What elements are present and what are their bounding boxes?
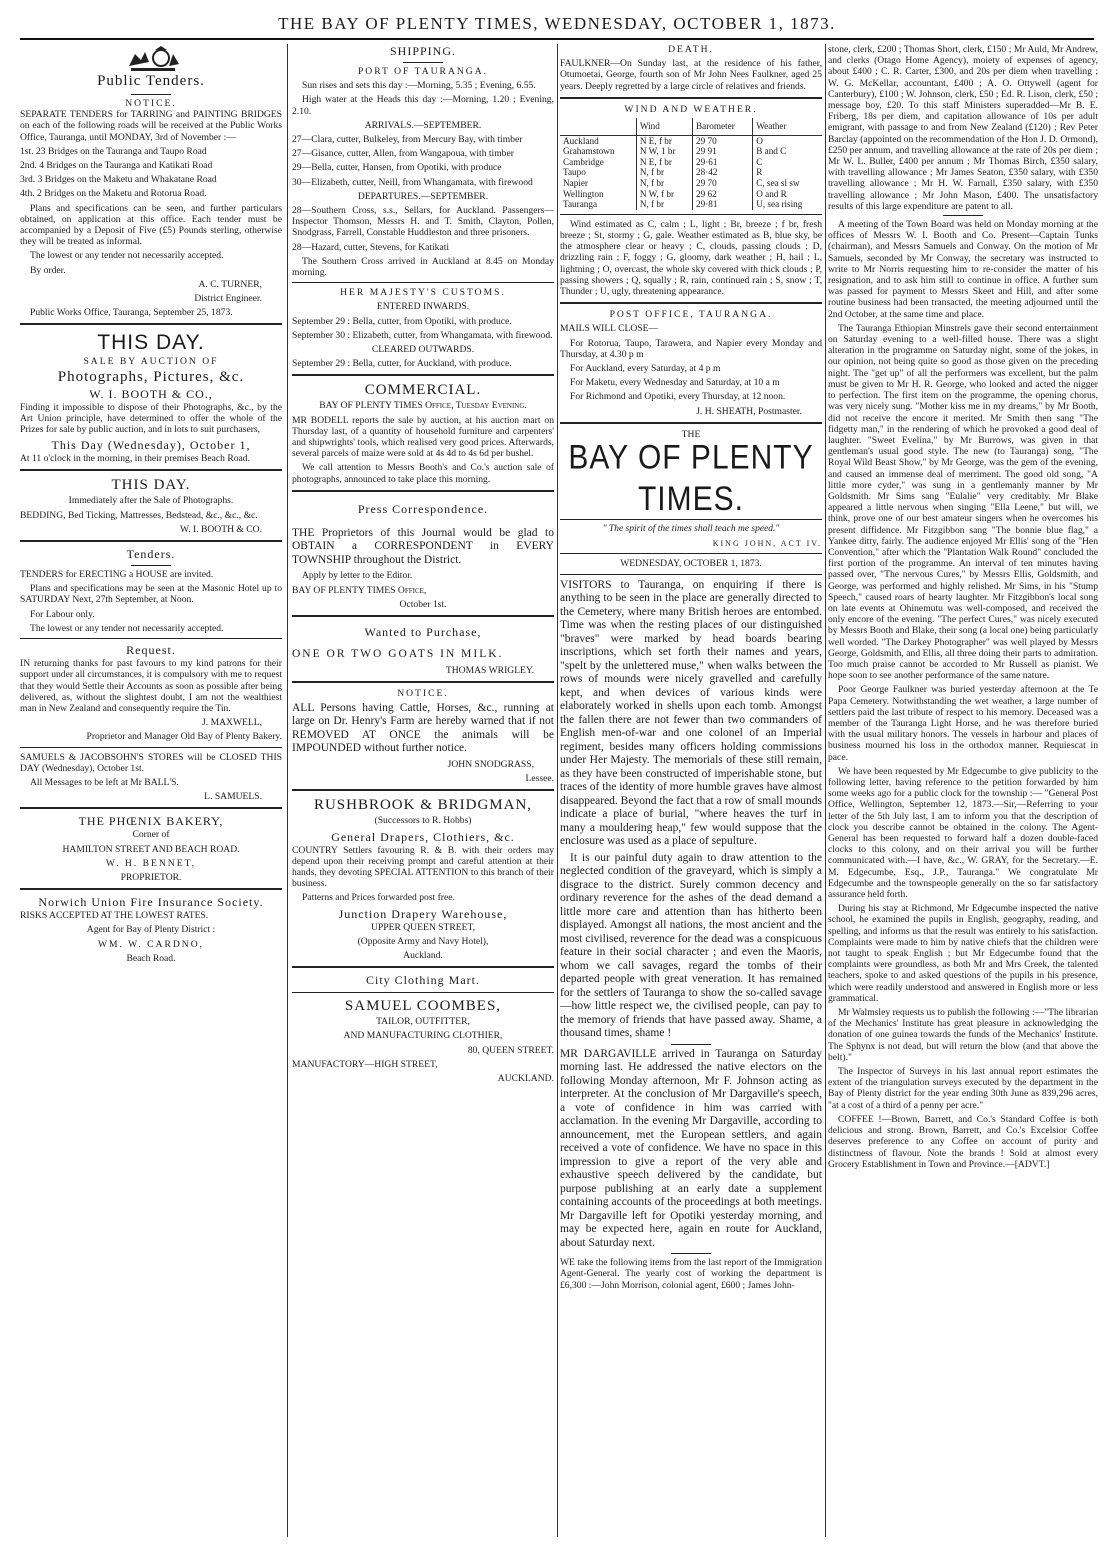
lowest-text-2: The lowest or any tender not necessarily accepted. xyxy=(30,622,224,634)
cardno-name: WM. W. CARDNO, xyxy=(97,938,205,950)
request-heading: Request. xyxy=(126,643,176,658)
post-office-heading: POST OFFICE, TAURANGA. xyxy=(609,309,773,321)
table-row xyxy=(560,199,822,210)
maxwell-title: Proprietor and Manager Old Bay of Plenty Bakery. xyxy=(86,731,282,743)
labour-text: For Labour only. xyxy=(30,608,95,620)
proprietor-text: PROPRIETOR. xyxy=(120,871,182,883)
samuels-notice: SAMUELS & JACOBSOHN'S STORES will be CLOSED THIS DAY (Wednesday), October 1st. xyxy=(20,751,282,774)
walmsley-item: Mr Walmsley requests us to publish the following :—"The librarian of the Mechanics' Institute has great pleasure in acknowledging the donation of one guinea towards the funds of the Mechanics' Institute. The Sphynx is not dead, but will return the blow (and that above the belt)." xyxy=(828,1007,1098,1063)
mail-item: For Maketu, every Wednesday and Saturday, at 10 a m xyxy=(570,377,780,389)
weather-note: Wind estimated as C, calm ; L, light ; Br, breeze ; f br, fresh breeze ; St, stormy ; G, gale. Weather estimated as B, blue sky, be the atmosphere clear or heavy ; C, clouds, passing clouds ; D, drizzling rain ; F, foggy ; G, gloomy, dark weather ; H, hail ; L, lightning ; O, overcast, the whole sky covered with thick clouds ; P, passing showers ; Q, squally ; R, rain, continued rain ; S, snow ; T, Thunder ; U, ugly, threatening appearance. xyxy=(560,218,822,297)
city-clothing-heading: City Clothing Mart. xyxy=(365,973,480,988)
sale-by-auction: SALE BY AUCTION OF xyxy=(83,356,219,368)
table-cell: 29 70 xyxy=(693,178,753,189)
weather-heading: WIND AND WEATHER. xyxy=(624,103,758,115)
table-cell: Napier xyxy=(563,177,588,188)
table-row xyxy=(560,189,822,200)
town-board-item: A meeting of the Town Board was held on Monday morning at the offices of Messrs W. I. Booth and Co. Present—Captain Tunks (chairman), and Messrs Samuels and Conway. On the motion of Mr Samuels, seconded by Mr Conway, the secretary was instructed to write to Mr Norris requesting him to re-consider the matter of his resignation, and to ask him still to continue in office. A further sum was passed for payment to Messrs Skeet and Hill, and after some routine business had been transacted, the meeting adjourned until the 2nd October, at the same time and place. xyxy=(828,219,1098,320)
bridge-item: 4th. 2 Bridges on the Maketu and Rotorua Road. xyxy=(20,188,207,200)
request-body: IN returning thanks for past favours to my kind patrons for their support under all circumstances, it is compulsory with me to request that they would Settle their Accounts as soon as possible after being delivered, as, without the slightest doubt, I am not the wealthiest man in New Zealand and consequently require the Tin. xyxy=(20,658,282,714)
manufacturing-text: AND MANUFACTURING CLOTHIER, xyxy=(343,1030,503,1042)
table-cell: O and R xyxy=(753,189,822,200)
notice-heading: NOTICE. xyxy=(125,98,177,109)
bedding-text: BEDDING, Bed Ticking, Mattresses, Bedstead, &c., &c., &c. xyxy=(20,509,258,521)
commercial-body-2: We call attention to Messrs Booth's and Co.'s auction sale of photographs, announced to take place this morning. xyxy=(292,462,554,485)
press-date: October 1st. xyxy=(399,598,447,610)
arrival-item: 27—Gisance, cutter, Allen, from Wangapoua, with timber xyxy=(292,148,514,160)
booth-body: Finding it impossible to dispose of their Photographs, &c., by the Art Union principle, have determined to offer the whole of the Prizes for sale by public auction, and in lots to suit purchasers, xyxy=(20,401,282,436)
table-cell: N, f br xyxy=(636,178,692,189)
table-cell: Cambridge xyxy=(563,156,604,167)
table-cell: 28·42 xyxy=(693,167,753,178)
table-row xyxy=(560,135,822,146)
departure-item: 28—Hazard, cutter, Stevens, for Katikati xyxy=(292,241,450,253)
commercial-heading: COMMERCIAL. xyxy=(364,382,482,399)
table-cell: C xyxy=(753,157,822,168)
junction-heading: Junction Drapery Warehouse, xyxy=(338,906,508,921)
wanted-heading: Wanted to Purchase, xyxy=(364,625,482,639)
auckland-text: Auckland. xyxy=(403,949,443,961)
bridge-item: 3rd. 3 Bridges on the Maketu and Whakatane Road xyxy=(20,174,217,186)
column-2 xyxy=(292,44,554,1537)
booth-sig: W. I. BOOTH & CO. xyxy=(180,523,262,535)
eleven-oclock: At 11 o'clock in the morning, in their premises Beach Road. xyxy=(20,453,250,465)
bridge-item: 2nd. 4 Bridges on the Tauranga and Katikati Road xyxy=(20,160,213,172)
table-cell: Wellington xyxy=(563,188,604,199)
press-body: THE Proprietors of this Journal would be glad to OBTAIN a CORRESPONDENT in EVERY TOWNSHIP throughout the District. xyxy=(292,526,554,566)
column-3 xyxy=(560,44,822,1537)
press-heading: Press Correspondence. xyxy=(357,501,489,516)
successors-text: (Successors to R. Hobbs) xyxy=(374,815,472,827)
weather-table-body xyxy=(560,135,822,210)
editorial-2: It is our painful duty again to draw attention to the neglected condition of the graveyard, which is simply a disgrace to the district. Surely common decency and ordinary reverence for the ashes of the dead demand a little more care and attention than has hitherto been displayed. Amongst all nations, the most ancient and the most civilised, reverence for the dead was a conspicuous feature in their social character ; and even the Maoris, whom we call savages, regard the tombs of their departed people with great veneration. It has remained for the settlers of Tauranga to show the so-called savage —how little respect we, the civilised people, can pay to the memory of friends that have passed away. Shame, a thousand times, shame ! xyxy=(560,851,822,1040)
death-heading: DEATH. xyxy=(668,44,714,55)
departure-item: 28—Southern Cross, s.s., Sellars, for Auckland. Passengers—Inspector Thomson, Messrs H. and T. Smith, Clayton, Pollen, Snodgrass, Farrell, Constable Huddleston and three prisoners. xyxy=(292,205,554,239)
table-header xyxy=(560,118,636,135)
photographs-heading: Photographs, Pictures, &c. xyxy=(57,368,245,385)
public-tenders-heading: Public Tenders. xyxy=(97,73,205,89)
engineer-title: District Engineer. xyxy=(194,293,262,305)
agent-text: Agent for Bay of Plenty District : xyxy=(86,924,216,936)
table-cell: C, sea sl sw xyxy=(753,178,822,189)
death-body: FAULKNER—On Sunday last, at the residence of his father, Otumoetai, George, fourth son of Mr John Nees Faulkner, aged 25 years. Deeply regretted by a large circle of relatives and friends. xyxy=(560,58,822,92)
weather-table xyxy=(560,118,822,210)
upper-queen: UPPER QUEEN STREET, xyxy=(370,921,476,933)
table-header: Weather xyxy=(753,118,822,135)
table-cell: Tauranga xyxy=(563,199,598,210)
table-cell: 29·61 xyxy=(693,157,753,168)
table-row xyxy=(560,157,822,168)
lessee-text: Lessee. xyxy=(525,773,554,785)
motto-text: " The spirit of the times shall teach me speed." xyxy=(602,524,780,535)
this-day-date: This Day (Wednesday), October 1, xyxy=(51,438,251,453)
minstrels-item: The Tauranga Ethiopian Minstrels gave their second entertainment on Saturday evening to a well-filled house. There was a slight alteration in the programme on Saturday night, some of the jokes, in our opinion, not being quite so good as those given on the preceding night. The "get up" of all the performers was excellent, but the palm must be given to Mr H. R. George, who looked and acted the nigger to perfection. The first item on the programme, the opening chorus, was very nicely sung. "Mother kiss me in my dreams," by Mr Booth, did not receive the encore it merited. Mr Smith then sang "The fidgetty man," in the rendering of which he provoked a good deal of laughter. "Sweet Evelina," by Mr Burrows, was given in that gentleman's usual good style. The new (to Tauranga) song, "The Royal Wild Beast Show," by Mr George, was the gem of the evening, and caused an immense deal of merriment. The good old song, "A little more cyder," was sung in a gentlemanly manner by Mr Goldsmith. Mr Sims sang "Eulalie" very creditably. Mr Blake appeared a little nervous when singing "Ella Leene," but will, we think, prove one of our best amateur singers when he overcomes his present diffidence. Mr Fitzgibbon sang "The bonnie blue flag," a Yankee ditty, fairly. The audience enjoyed Mr Ellis' song of the "Hen Convention," after which the "Plantation Walk Round" concluded the first portion of the programme. An interval of ten minutes having passed over, "The nervous Cures," by Messrs Ellis, Goldsmith, and George, was performed and highly relished. Mr Sims, in his "Stump Speech," caused roars of hearty laughter. Mr Fitzgibbon's local song on late events at Ohinemutu was well-composed, and received the only encore of the evening. "The perfect Cures," was nicely executed by Messrs Booth and Blake, their song (a local one) being particularly well worded. "The Darkey Photographer" was well played by Messrs George, Goldsmith, and Ellis, all three doing their parts to admiration. Too much praise cannot be accorded to Mr Russell as pianist. We hope soon to see another performance of the same nature. xyxy=(828,322,1098,682)
drapers-heading: General Drapers, Clothiers, &c. xyxy=(331,829,515,844)
cleared-item: September 29 : Bella, cutter, for Auckland, with produce. xyxy=(292,358,512,370)
mail-item: For Rotorua, Taupo, Tarawera, and Napier every Monday and Thursday, at 4.30 p m xyxy=(560,337,822,360)
customs-heading: HER MAJESTY'S CUSTOMS. xyxy=(340,287,506,299)
table-cell: Taupo xyxy=(563,167,586,178)
lowest-text: The lowest or any tender not necessarily accepted. xyxy=(30,250,224,262)
rushbrook-heading: RUSHBROOK & BRIDGMAN, xyxy=(313,797,533,814)
entered-heading: ENTERED INWARDS. xyxy=(376,301,470,313)
editorial-3: MR DARGAVILLE arrived in Tauranga on Saturday morning last. He addressed the native electors on the following Monday afternoon, Mr F. Johnson acting as interpreter. At the conclusion of Mr Dargaville's speech, a vote of confidence in him was carried with acclamation. In the evening Mr Dargaville, according to announcement, met the European settlers, and again received a vote of confidence. We have no space in this impression to give a report of the very able and exhaustive speech delivered by the candidate, but purpose publishing at an early date a supplement containing accounts of the proceedings at both meetings. Mr Dargaville left for Opotiki yesterday morning, and may be expected here, again en route for Auckland, about Saturday next. xyxy=(560,1047,822,1249)
auckland-text-2: AUCKLAND. xyxy=(497,1072,554,1084)
table-cell: B and C xyxy=(753,146,822,157)
coffee-advert: COFFEE !—Brown, Barrett, and Co.'s Standard Coffee is both delicious and strong. Brown, Barrett, and Co.'s Excelsior Coffee deserves preference to any Coffee on account of purity and distinctness of flavour. Note the brands ! Sold at almost every Grocery Establishment in Town and Province.—[ADVT.] xyxy=(828,1113,1098,1170)
country-text: COUNTRY Settlers favouring R. & B. with their orders may depend upon their receiving prompt and careful attention at their hands, they devoting SPECIAL ATTENTION to this branch of their business. xyxy=(292,844,554,890)
office-address: Public Works Office, Tauranga, September 25, 1873. xyxy=(30,307,233,319)
port-heading: PORT OF TAURANGA. xyxy=(357,66,489,77)
editorial-4: WE take the following items from the last report of the Immigration Agent-General. The yearly cost of working the department is £6,300 :—John Morrison, colonial agent, £600 ; James John- xyxy=(560,1257,822,1291)
table-cell: R xyxy=(753,167,822,178)
commercial-office: BAY OF PLENTY TIMES Office, Tuesday Evening. xyxy=(319,400,527,412)
plans-text: Plans and specifications can be seen, and further particulars obtained, on application at this office. Each tender must be accompanied by a Deposit of Five (£5) Pounds sterling, otherwise they will be treated as informal. xyxy=(20,202,282,248)
dateline: WEDNESDAY, OCTOBER 1, 1873. xyxy=(620,558,762,570)
opposite-text: (Opposite Army and Navy Hotel), xyxy=(357,935,489,947)
table-cell: 29 70 xyxy=(693,135,753,146)
phoenix-heading: THE PHŒNIX BAKERY, xyxy=(78,814,224,829)
table-cell: 29 62 xyxy=(693,189,753,200)
tenders-house: TENDERS for ERECTING a HOUSE are invited. xyxy=(20,569,214,581)
table-cell: O xyxy=(753,135,822,146)
goats-text: ONE OR TWO GOATS IN MILK. xyxy=(292,648,504,660)
table-cell: N W, 1 br xyxy=(636,146,692,157)
royal-crest-icon xyxy=(121,46,181,72)
motto-source: KING JOHN, ACT IV. xyxy=(712,539,822,549)
immediately-text: Immediately after the Sale of Photographs. xyxy=(68,495,234,507)
risks-text: RISKS ACCEPTED AT THE LOWEST RATES. xyxy=(20,910,209,922)
tenders-body: SEPARATE TENDERS for TARRING and PAINTING BRIDGES on each of the following roads will be received at the Public Works Office, Tauranga, until MONDAY, 3rd of November :— xyxy=(20,109,282,143)
arrival-item: 29—Bella, cutter, Hansen, from Opotiki, with produce xyxy=(292,162,502,174)
notice-body-2: ALL Persons having Cattle, Horses, &c., running at large on Dr. Henry's Farm are hereby warned that if not REMOVED AT ONCE the animals will be IMPOUNDED without further notice. xyxy=(292,701,554,755)
immigration-continued: stone, clerk, £200 ; Thomas Short, clerk, £150 ; Mr Auld, Mr Andrew, and clerks (Otago Home Agency), moiety of expenses of agency, about £400 ; C. R. Carter, £300, and 20s per diem when travelling ; W. G. McKellar, accountant, £400 ; A. O. Ottywell (agent for Canterbury), £100 ; W. Johnson, clerk, £50 ; Ed. R. Lison, clerk, £50 ; message boy, £20. To this staff Ministers superadded—Mr B. E. Friberg, 18s per diem, and capitation allowance of 10s per adult emigrant, with passage to and from New Zealand (£120) ; Rev Peter Barclay (appointed on the recommendation of the Hon J. D. Ormond), £250 per annum, and travelling allowance at the rate of 20s per diem ; Mr W. L. Buller, £400 per annum ; Mr Thomas Birch, £350 salary, with travelling allowance ; Mr James Seaton, £350 salary, with £350 travelling allowance ; Mr H. W. Farnall, £350 salary, with £350 travelling allowance ; Mr John Mason, £400. The unsatisfactory results of this large expenditure are patent to all. xyxy=(828,44,1098,212)
column-rule xyxy=(287,44,288,1537)
arrival-item: 27—Clara, cutter, Bulkeley, from Mercury Bay, with timber xyxy=(292,134,523,146)
corner-text: Corner of xyxy=(132,829,170,841)
mail-item: For Auckland, every Saturday, at 4 p m xyxy=(570,363,721,374)
cleared-heading: CLEARED OUTWARDS. xyxy=(371,344,475,356)
sun-times: Sun rises and sets this day :—Morning, 5.35 ; Evening, 6.55. xyxy=(302,80,536,92)
queen-street-text: 80, QUEEN STREET. xyxy=(467,1044,554,1056)
factory-text: MANUFACTORY—HIGH STREET, xyxy=(292,1058,438,1070)
patterns-text: Patterns and Prices forwarded post free. xyxy=(302,892,455,904)
table-cell: N E, f br xyxy=(636,135,692,146)
press-office: BAY OF PLENTY TIMES Office, xyxy=(292,584,427,596)
commercial-body: MR BODELL reports the sale by auction, at his auction mart on Thursday last, of a quantity of household furniture and carpenters' and shipwrights' tools, which realised very good prices. Afterwards, several parcels of maize were sold at 4s 4d to 4s 6d per bushel. xyxy=(292,414,554,460)
mails-heading: MAILS WILL CLOSE— xyxy=(560,323,659,335)
norwich-heading: Norwich Union Fire Insurance Society. xyxy=(38,895,264,910)
bennet-name: W. H. BENNET, xyxy=(105,857,197,869)
arrivals-heading: ARRIVALS.—SEPTEMBER. xyxy=(364,119,482,131)
column-1 xyxy=(20,44,282,1537)
departures-heading: DEPARTURES.—SEPTEMBER. xyxy=(357,190,489,202)
wrigley-sig: THOMAS WRIGLEY. xyxy=(445,664,534,676)
table-row xyxy=(560,146,822,157)
this-day-heading: THIS DAY. xyxy=(97,331,205,355)
maxwell-sig: J. MAXWELL, xyxy=(202,717,262,729)
bridge-item: 1st. 23 Bridges on the Tauranga and Taupo Road xyxy=(20,145,207,157)
tenders-heading: Tenders. xyxy=(126,547,176,562)
table-header: Barometer xyxy=(693,118,753,135)
table-header: Wind xyxy=(636,118,692,135)
clock-item: We have been requested by Mr Edgecumbe to give publicity to the following letter, having reference to the petition forwarded by him some weeks ago for a public clock for the township :— "General Post Office, Wellington, September 12, 1873.—Sir,—Referring to your letter of the 5th July last, I am to inform you that the description of clock you describe cannot be obtained in the colony. The Agent-General has been requested to forward half a dozen double-faced clocks to this colony, and on their arrival you will be further communicated with.—I have, &c., W. GRAY, for the Secretary.—E. M. Edgecumbe, Esq., J.P., Tauranga." We congratulate Mr Edgecumbe and the townspeople generally on the so far satisfactory assurance held forth. xyxy=(828,765,1098,901)
table-cell: 29·81 xyxy=(693,199,753,210)
beach-road: Beach Road. xyxy=(126,952,176,964)
table-cell: 29 91 xyxy=(693,146,753,157)
snodgrass-sig: JOHN SNODGRASS, xyxy=(447,758,534,770)
mail-item: For Richmond and Opotiki, every Thursday, at 12 noon. xyxy=(570,391,786,403)
table-cell: Auckland xyxy=(563,135,599,146)
column-4 xyxy=(828,44,1098,1537)
high-water: High water at the Heads this day :—Morning, 1.20 ; Evening, 2.10. xyxy=(292,94,554,117)
notice-heading-2: NOTICE. xyxy=(397,687,449,699)
masthead-title: BAY OF PLENTY TIMES. xyxy=(568,438,814,519)
entered-item: September 29 : Bella, cutter, from Opotiki, with produce. xyxy=(292,315,512,327)
table-cell: U, sea rising xyxy=(753,199,822,210)
table-row xyxy=(560,167,822,178)
surveys-item: The Inspector of Surveys in his last annual report estimates the extent of the triangulation surveys executed by the department in the Bay of Plenty district for the year ending 30th June as 839,296 acres, "at a cost of a third of a penny per acre." xyxy=(828,1066,1098,1111)
tailor-text: TAILOR, OUTFITTER, xyxy=(376,1016,470,1028)
hamilton-text: HAMILTON STREET AND BEACH ROAD. xyxy=(62,843,240,855)
school-item: During his stay at Richmond, Mr Edgecumbe inspected the native school, he examined the pupils in English, geography, reading, and spelling, and informs us that the result was entirely to his satisfaction. Complaints were made to him by native chiefs that the children were not taught to speak English ; but Mr Edgecumbe found that the complaints were groundless, as both Mr and Mrs Creek, the talented teachers, spoke to and asked questions of the pupils in his presence, which were readily understood and answered in English more or less grammatical. xyxy=(828,903,1098,1004)
coombes-heading: SAMUEL COOMBES, xyxy=(344,998,502,1015)
samuels-sig: L. SAMUELS. xyxy=(204,791,262,803)
table-cell: N, f br xyxy=(636,167,692,178)
table-cell: N, f br xyxy=(636,199,692,210)
arrival-item: 30—Elizabeth, cutter, Neill, from Whangamata, with firewood xyxy=(292,176,533,188)
page-header: THE BAY OF PLENTY TIMES, WEDNESDAY, OCTOBER 1, 1873. xyxy=(20,10,1094,40)
this-day-heading-2: THIS DAY. xyxy=(111,477,191,494)
table-cell: Grahamstown xyxy=(563,146,615,157)
table-cell: N W, f br xyxy=(636,189,692,200)
southern-cross-note: The Southern Cross arrived in Auckland at 8.45 on Monday morning. xyxy=(292,255,554,279)
plans-masonic: Plans and specifications may be seen at the Masonic Hotel up to SATURDAY Next, 27th September, at Noon. xyxy=(20,583,282,606)
entered-item: September 30 : Elizabeth, cutter, from Whangamata, with firewood. xyxy=(292,329,553,341)
faulkner-item: Poor George Faulkner was buried yesterday afternoon at the Te Papa Cemetery. Notwithstanding the wet weather, a large number of settlers paid the last tribute of respect to his memory. Deceased was a member of the Tauranga Light Horse, and he was therefore buried with the usual military honors. The vessels in harbour and places of business mourned his loss in the orthodox manner. Requiescat in pace. xyxy=(828,684,1098,763)
column-rule xyxy=(825,44,826,1537)
by-order: By order. xyxy=(30,264,66,276)
column-rule xyxy=(557,44,558,1537)
booth-name: W. I. BOOTH & CO., xyxy=(89,386,213,401)
table-row xyxy=(560,178,822,189)
signature-turner: A. C. TURNER, xyxy=(198,278,262,290)
messages-text: All Messages to be left at Mr BALL'S. xyxy=(30,776,179,788)
editorial-1: VISITORS to Tauranga, on enquiring if there is anything to be seen in the place are generally directed to the Cemetery, where many British heroes are entombed. Time was when the resting places of our distinguished "braves" were marked by head boards bearing inscriptions, which set forth their names and years, "spelt by the unlettered muse," when walks between the rows of mounds were nicely gravelled and carefully kept, and when devices of various kinds were elaborately worked in shells upon each tomb. Amongst the fallen there are not fewer than two commanders of English men-of-war and one colonel of an Imperial regiment, besides many officers holding commissions under Her Majesty. The memorials of these still remain, as they have been constructed of imperishable stone, but traces of the identity of more humble graves have almost disappeared. Beyond the fact that a row of small mounds indicate a place of burial, "where heaves the turf in many a mouldering heap," few would suppose that the enclosure was used as a place of sepulture. xyxy=(560,578,822,848)
postmaster-sig: J. H. SHEATH, Postmaster. xyxy=(696,405,802,417)
shipping-heading: SHIPPING. xyxy=(389,44,456,58)
table-cell: N E, f br xyxy=(636,157,692,168)
masthead-the: THE xyxy=(681,428,701,440)
apply-text: Apply by letter to the Editor. xyxy=(302,570,413,582)
